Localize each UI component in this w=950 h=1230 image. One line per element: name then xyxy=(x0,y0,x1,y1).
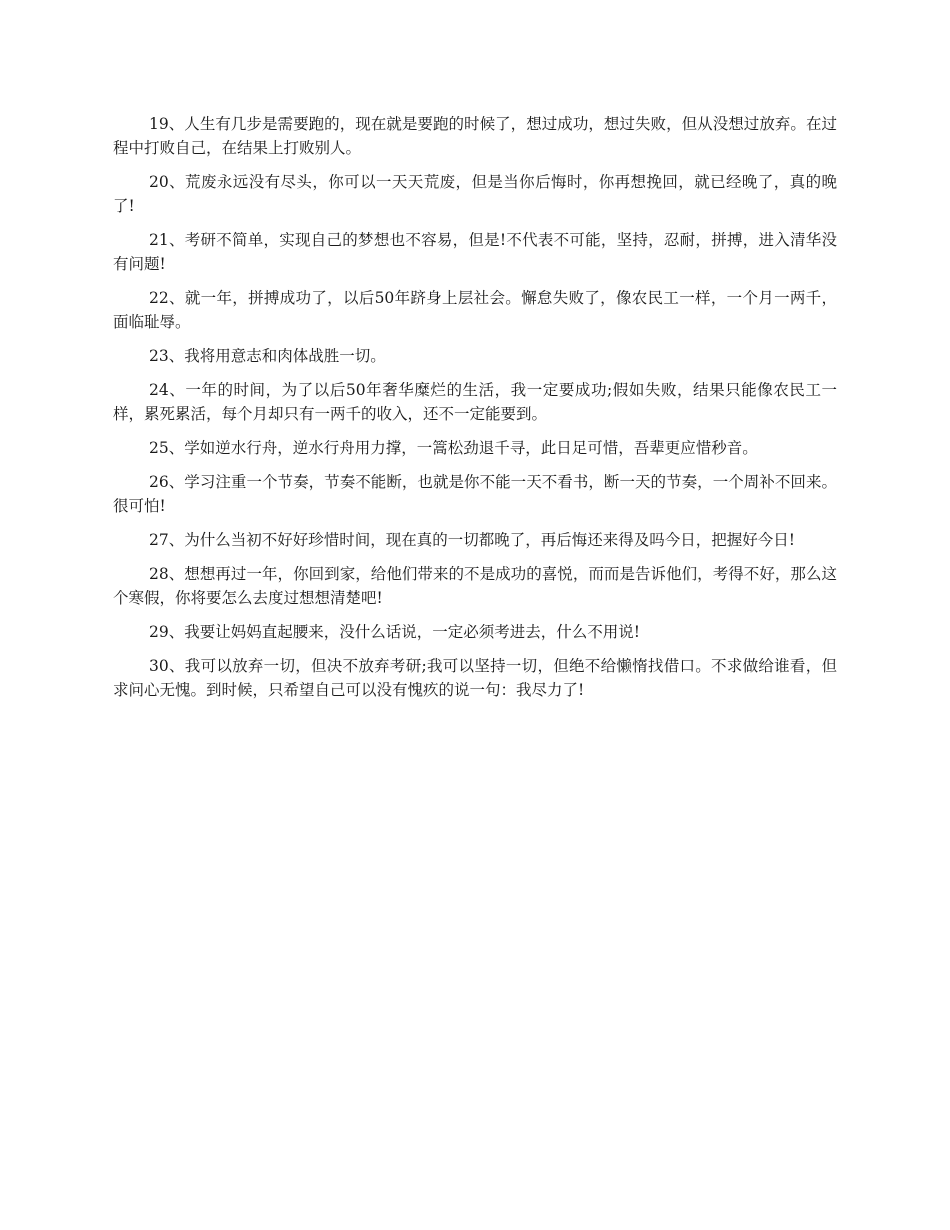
paragraph-21: 21、考研不简单，实现自己的梦想也不容易，但是!不代表不可能，坚持，忍耐，拼搏，进入清华没有问题! xyxy=(113,231,837,273)
paragraph-20: 20、荒废永远没有尽头，你可以一天天荒废，但是当你后悔时，你再想挽回，就已经晚了，真的晚了! xyxy=(113,173,837,215)
paragraph-22: 22、就一年，拼搏成功了，以后50年跻身上层社会。懈怠失败了，像农民工一样，一个月一两千，面临耻辱。 xyxy=(113,289,837,331)
paragraph-30: 30、我可以放弃一切，但决不放弃考研;我可以坚持一切，但绝不给懒惰找借口。不求做给谁看，但求问心无愧。到时候，只希望自己可以没有愧疚的说一句：我尽力了! xyxy=(113,657,837,699)
paragraph-25: 25、学如逆水行舟，逆水行舟用力撑，一篙松劲退千寻，此日足可惜，吾辈更应惜秒音。 xyxy=(149,439,758,457)
document-page xyxy=(113,112,837,712)
paragraph-26: 26、学习注重一个节奏，节奏不能断，也就是你不能一天不看书，断一天的节奏，一个周补不回来。很可怕! xyxy=(113,473,837,515)
paragraph-24: 24、一年的时间，为了以后50年奢华糜烂的生活，我一定要成功;假如失败，结果只能像农民工一样，累死累活，每个月却只有一两千的收入，还不一定能要到。 xyxy=(113,381,837,423)
paragraph-27: 27、为什么当初不好好珍惜时间，现在真的一切都晚了，再后悔还来得及吗今日，把握好今日! xyxy=(149,531,795,549)
paragraph-28: 28、想想再过一年，你回到家，给他们带来的不是成功的喜悦，而而是告诉他们，考得不好，那么这个寒假，你将要怎么去度过想想清楚吧! xyxy=(113,565,837,607)
paragraph-29: 29、我要让妈妈直起腰来，没什么话说，一定必须考进去，什么不用说! xyxy=(149,623,640,641)
paragraph-19: 19、人生有几步是需要跑的，现在就是要跑的时候了，想过成功，想过失败，但从没想过放弃。在过程中打败自己，在结果上打败别人。 xyxy=(113,115,837,157)
paragraph-23: 23、我将用意志和肉体战胜一切。 xyxy=(149,347,386,365)
